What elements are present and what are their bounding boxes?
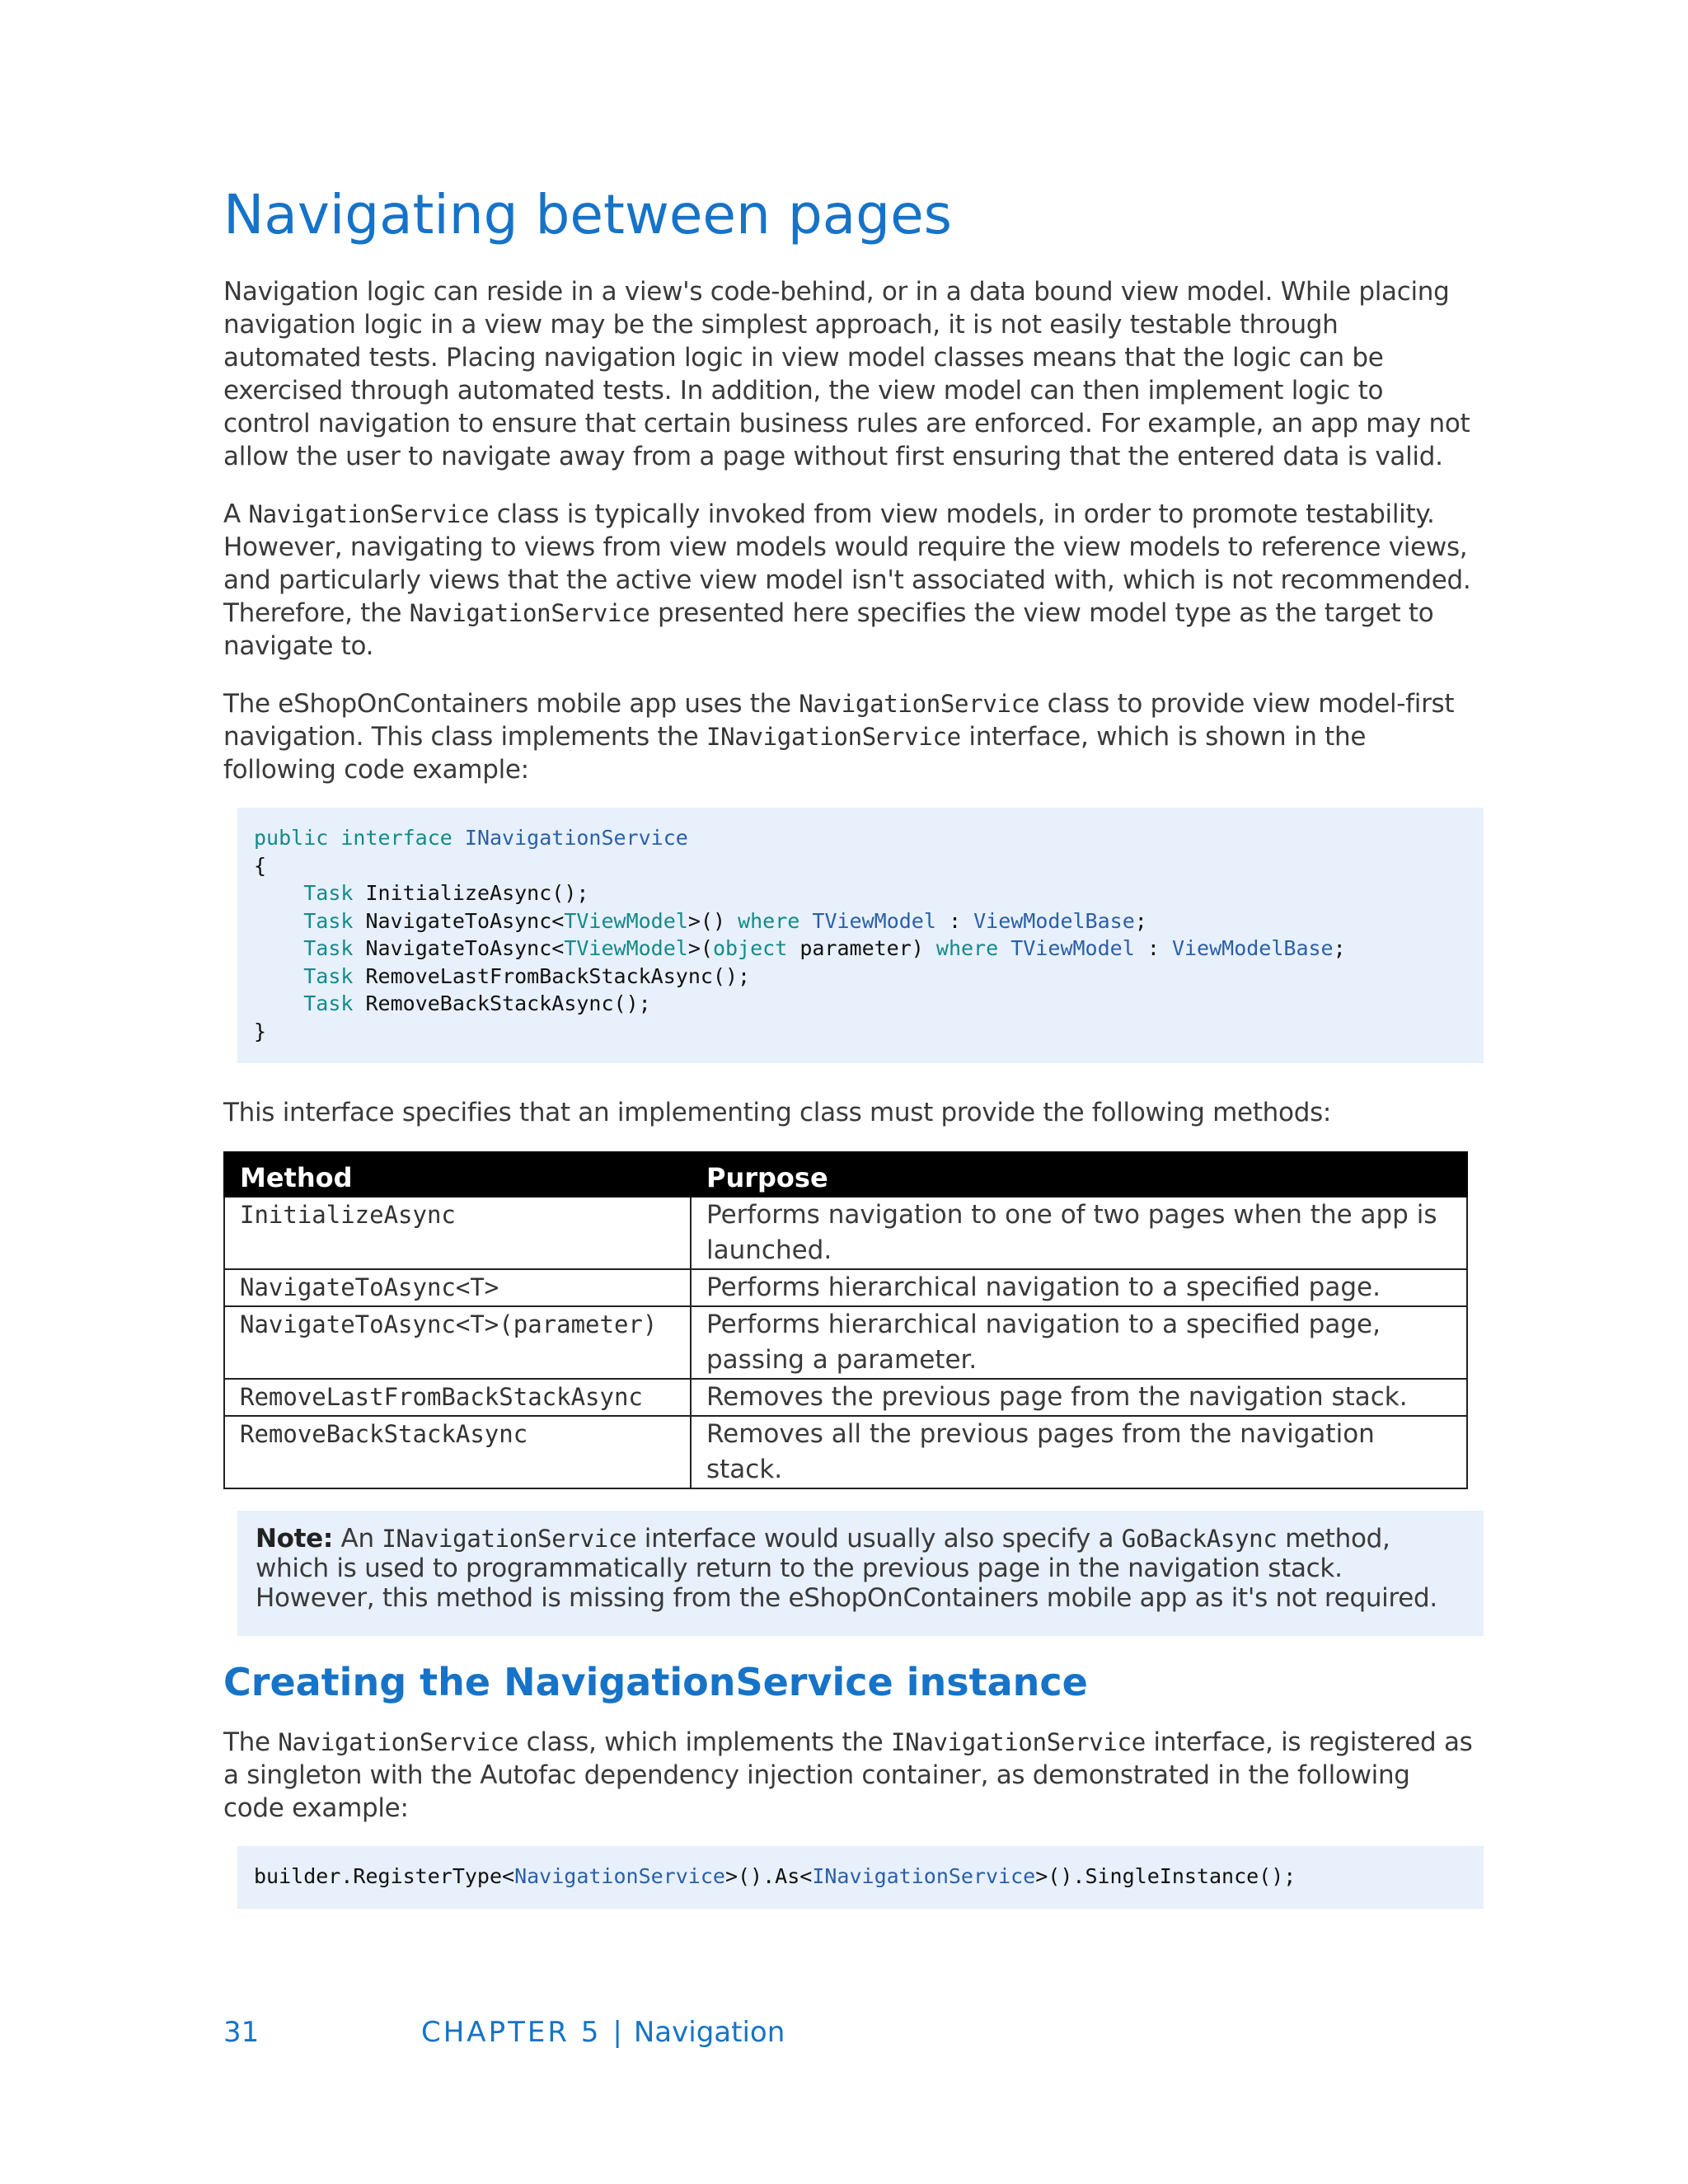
chapter-footer: CHAPTER 5 | Navigation xyxy=(421,2016,785,2049)
column-header-purpose: Purpose xyxy=(691,1152,1467,1197)
method-cell: InitializeAsync xyxy=(224,1197,691,1269)
note-callout: Note: An INavigationService interface would usually also specify a GoBackAsync method, which is used to programmatically return to the previous page in the navigation stack. However, this method is missing from the eShopOnContainers mobile app as it's not required. xyxy=(237,1511,1484,1636)
code-block-registration: builder.RegisterType<NavigationService>().As<INavigationService>().SingleInstance(); xyxy=(237,1846,1484,1909)
inline-code: NavigationService xyxy=(799,690,1040,718)
purpose-cell: Performs hierarchical navigation to a specified page. xyxy=(691,1269,1467,1306)
paragraph-intro: Navigation logic can reside in a view's code-behind, or in a data bound view model. While placing navigation logic in a view may be the simplest approach, it is not easily testable through automated tests. Placing navigation logic in view model classes means that the logic can be exercised through automated tests. In addition, the view model can then implement logic to control navigation to ensure that certain business rules are enforced. For example, an app may not allow the user to navigate away from a page without first ensuring that the entered data is valid. xyxy=(223,277,1470,471)
method-cell: RemoveLastFromBackStackAsync xyxy=(224,1379,691,1416)
purpose-cell: Performs navigation to one of two pages when the app is launched. xyxy=(691,1197,1467,1269)
paragraph-registration: The NavigationService class, which implements the INavigationService interface, is registered as a singleton with the Autofac dependency injection container, as demonstrated in the following code example: xyxy=(223,1727,1473,1823)
page-number: 31 xyxy=(223,2016,260,2049)
note-label: Note: xyxy=(256,1524,333,1554)
inline-code: INavigationService xyxy=(706,723,961,751)
method-cell: RemoveBackStackAsync xyxy=(224,1416,691,1488)
purpose-cell: Removes all the previous pages from the navigation stack. xyxy=(691,1416,1467,1488)
table-row xyxy=(224,1379,1467,1416)
inline-code: INavigationService xyxy=(382,1525,637,1553)
paragraph-navigation-service: A NavigationService class is typically invoked from view models, in order to promote testability. However, navigating to views from view models would require the view models to reference views, and particularly views that the active view model isn't associated with, which is not recommended. Therefore, the NavigationService presented here specifies the view model type as the target to navigate to. xyxy=(223,499,1471,661)
paragraph-eshop: The eShopOnContainers mobile app uses the NavigationService class to provide view model-first navigation. This class implements the INavigationService interface, which is shown in the following code example: xyxy=(223,689,1455,785)
paragraph-methods-intro: This interface specifies that an implementing class must provide the following methods: xyxy=(223,1098,1332,1127)
table-row xyxy=(224,1416,1467,1488)
column-header-method: Method xyxy=(224,1152,691,1197)
section-subheading: Creating the NavigationService instance xyxy=(223,1660,1088,1704)
methods-table xyxy=(223,1151,1468,1489)
table-row xyxy=(224,1306,1467,1379)
inline-code: NavigationService xyxy=(278,1728,519,1756)
inline-code: INavigationService xyxy=(891,1728,1146,1756)
inline-code: GoBackAsync xyxy=(1121,1525,1278,1553)
page-title: Navigating between pages xyxy=(223,183,953,246)
inline-code: NavigationService xyxy=(409,599,650,627)
purpose-cell: Performs hierarchical navigation to a specified page, passing a parameter. xyxy=(691,1306,1467,1379)
method-cell: NavigateToAsync<T>(parameter) xyxy=(224,1306,691,1379)
table-header-row xyxy=(224,1152,1467,1197)
inline-code: NavigationService xyxy=(248,500,490,528)
method-cell: NavigateToAsync<T> xyxy=(224,1269,691,1306)
code-block-interface: public interface INavigationService { Task InitializeAsync(); Task NavigateToAsync<TViewModel>() where TViewModel : ViewModelBase; Task NavigateToAsync<TViewModel>(object parameter) where TViewModel : ViewModelBase; Task RemoveLastFromBackStackAsync(); Task RemoveBackStackAsync(); } xyxy=(237,808,1484,1063)
table-row xyxy=(224,1197,1467,1269)
table-row xyxy=(224,1269,1467,1306)
purpose-cell: Removes the previous page from the navigation stack. xyxy=(691,1379,1467,1416)
